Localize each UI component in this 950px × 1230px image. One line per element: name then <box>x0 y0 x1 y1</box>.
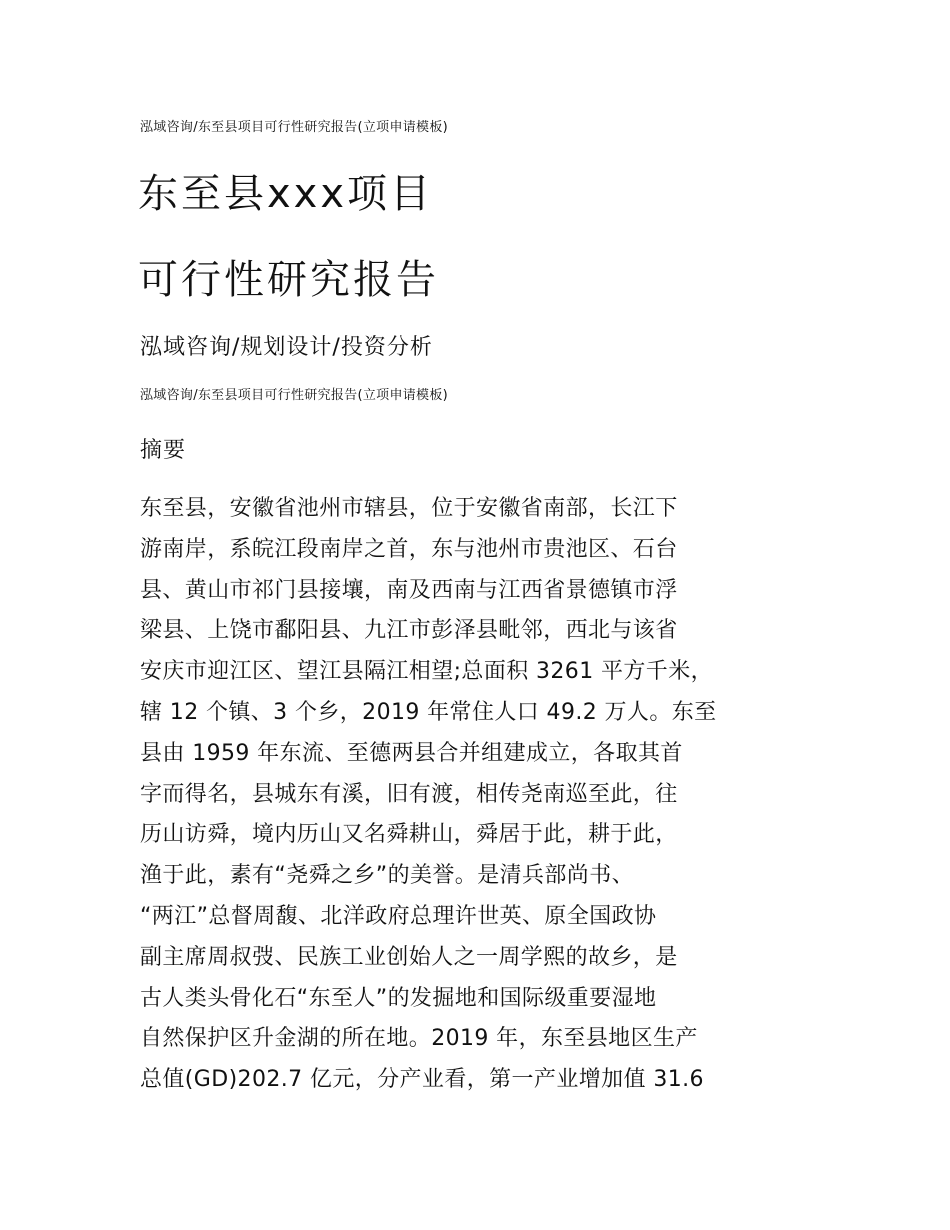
abstract-line: 渔于此，素有“尧舜之乡”的美誉。是清兵部尚书、 <box>140 863 634 889</box>
abstract-line: 辖 12 个镇、3 个乡，2019 年常住人口 49.2 万人。东至 <box>140 699 717 725</box>
abstract-line: 县由 1959 年东流、至德两县合并组建成立，各取其首 <box>140 740 683 766</box>
running-header-repeat: 泓域咨询/东至县项目可行性研究报告(立项申请模板) <box>140 388 449 403</box>
abstract-line: 自然保护区升金湖的所在地。2019 年，东至县地区生产 <box>140 1026 698 1052</box>
abstract-line: 安庆市迎江区、望江县隔江相望;总面积 3261 平方千米， <box>140 659 713 685</box>
abstract-line: 历山访舜，境内历山又名舜耕山，舜居于此，耕于此， <box>140 822 678 848</box>
report-subtitle: 泓域咨询/规划设计/投资分析 <box>140 335 433 360</box>
report-title-line-2: 可行性研究报告 <box>138 257 439 303</box>
abstract-line: 总值(GD)202.7 亿元，分产业看，第一产业增加值 31.6 <box>140 1067 704 1093</box>
abstract-body <box>140 489 820 1101</box>
abstract-line: 字而得名，县城东有溪，旧有渡，相传尧南巡至此，往 <box>140 781 678 807</box>
abstract-line: 古人类头骨化石“东至人”的发掘地和国际级重要湿地 <box>140 985 657 1011</box>
abstract-line: 副主席周叔弢、民族工业创始人之一周学熙的故乡，是 <box>140 944 678 970</box>
abstract-heading: 摘要 <box>140 438 187 463</box>
abstract-line: 县、黄山市祁门县接壤，南及西南与江西省景德镇市浮 <box>140 577 678 603</box>
abstract-line: 梁县、上饶市鄱阳县、九江市彭泽县毗邻，西北与该省 <box>140 618 678 644</box>
abstract-line: 游南岸，系皖江段南岸之首，东与池州市贵池区、石台 <box>140 536 678 562</box>
running-header: 泓域咨询/东至县项目可行性研究报告(立项申请模板) <box>140 120 449 135</box>
abstract-line: “两江”总督周馥、北洋政府总理许世英、原全国政协 <box>140 903 657 929</box>
report-title-line-1: 东至县xxx项目 <box>138 171 434 217</box>
abstract-line: 东至县，安徽省池州市辖县，位于安徽省南部，长江下 <box>140 496 678 521</box>
